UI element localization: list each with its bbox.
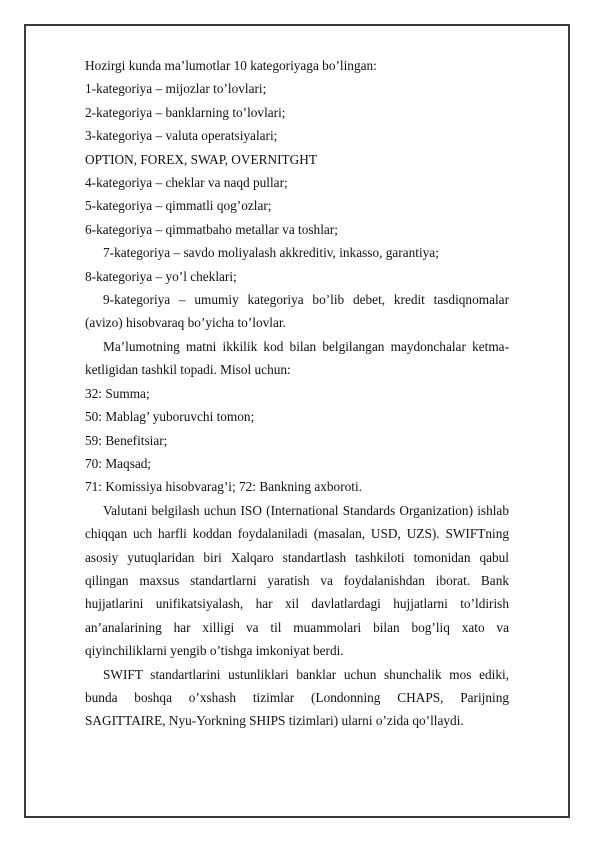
paragraph-fields-intro: Ma’lumotning matni ikkilik kod bilan belgilangan maydonchalar ketma-ketligidan tashkil topadi. Misol uchun:: [85, 338, 509, 378]
paragraph-swift: SWIFT standartlarini ustunliklari banklar uchun shunchalik mos ediki, bunda boshqa o’xshash tizimlar (Londonning CHAPS, Parijning SAGITTAIRE, Nyu-Yorkning SHIPS tizimlari) ularni o’zida qo’llaydi.: [85, 666, 509, 729]
field-item: 32: Summa;: [85, 385, 150, 401]
field-item: 71: Komissiya hisobvarag’i; 72: Bankning axboroti.: [85, 479, 362, 495]
field-item: 59: Benefitsiar;: [85, 432, 168, 448]
category-item: 5-kategoriya – qimmatli qog’ozlar;: [85, 198, 272, 214]
category-item: 2-kategoriya – banklarning to’lovlari;: [85, 104, 286, 120]
paragraph-iso: Valutani belgilash uchun ISO (International Standards Organization) ishlab chiqqan uch harfli koddan foydalaniladi (masalan, USD, UZS). SWIFTning asosiy yutuqlaridan biri Xalqaro standartlash tashkiloti tomonidan qabul qilingan maxsus standartlarni yaratish va foydalanishdan iborat. Bank hujjatlarini unifikatsiyalash, har xil davlatlardagi hujjatlarni to’ldirish an’analarining har xilligi va til muammolari bilan bog’liq xato va qiyinchiliklarni yengib o’tishga imkoniyat berdi.: [85, 502, 509, 659]
paragraph-category9: 9-kategoriya – umumiy kategoriya bo’lib debet, kredit tasdiqnomalar (avizo) hisobvaraq bo’yicha to’lovlar.: [85, 292, 509, 331]
document-body: [85, 54, 509, 733]
category-item: 8-kategoriya – yo’l cheklari;: [85, 268, 237, 284]
heading-line: Hozirgi kunda ma’lumotlar 10 kategoriyaga bo’lingan:: [85, 58, 377, 73]
field-item: 70: Maqsad;: [85, 455, 152, 471]
category-item: 3-kategoriya – valuta operatsiyalari;: [85, 128, 278, 144]
category-item: 6-kategoriya – qimmatbaho metallar va toshlar;: [85, 221, 338, 237]
category-item: OPTION, FOREX, SWAP, OVERNITGHT: [85, 151, 317, 167]
field-item: 50: Mablag’ yuboruvchi tomon;: [85, 409, 255, 425]
category-item: 7-kategoriya – savdo moliyalash akkreditiv, inkasso, garantiya;: [103, 245, 439, 261]
category-item: 1-kategoriya – mijozlar to’lovlari;: [85, 81, 267, 97]
category-item: 4-kategoriya – cheklar va naqd pullar;: [85, 175, 288, 191]
